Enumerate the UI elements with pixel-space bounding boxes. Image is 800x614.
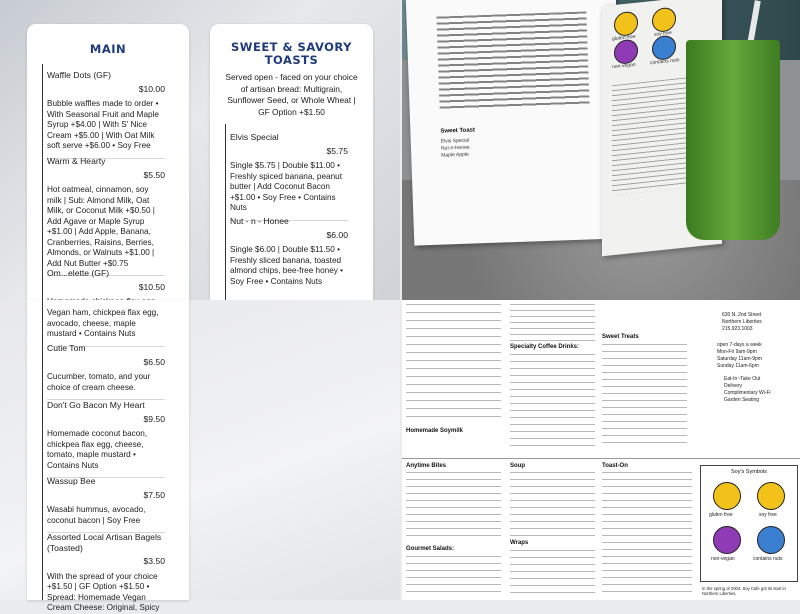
non-vegan-icon	[713, 526, 741, 554]
menu-item	[230, 216, 348, 287]
soy-free-icon	[757, 482, 785, 510]
printed-menu-heading: Anytime Bites	[406, 463, 447, 469]
stand-label: gluten free	[612, 33, 636, 43]
menu-item	[47, 476, 165, 533]
menu-item	[47, 532, 165, 614]
contains-nuts-icon	[757, 526, 785, 554]
menu-cards-panel	[0, 0, 400, 300]
photo-menu-line: Elvis Special	[440, 137, 470, 145]
menu-item-name: Wassup Bee	[47, 476, 96, 486]
divider	[42, 64, 43, 314]
toast-section-title: SWEET & SAVORY TOASTS	[231, 40, 352, 67]
stand-label: contains nuts	[650, 57, 680, 67]
menu-item-price: $6.50	[143, 356, 165, 367]
gluten-free-icon	[713, 482, 741, 510]
main-section-card	[27, 300, 189, 612]
printed-menu-heading: Sweet Treats	[602, 334, 639, 340]
printed-menu-heading: Soup	[510, 463, 525, 469]
printed-text-block	[510, 354, 595, 449]
symbol-label: non-vegan	[711, 556, 735, 562]
menu-item-name: Don't Go Bacon My Heart	[47, 400, 145, 410]
printed-menu-heading: Wraps	[510, 540, 529, 546]
hours-line: Saturday 11am-9pm	[717, 356, 762, 362]
service-line: Garden Seating	[724, 397, 760, 403]
symbol-label: gluten free	[709, 512, 733, 518]
menu-item-description: With the spread of your choice +$1.50 | GF Option +$1.50 • Spread: Homemade Vegan Cream Cheese: Original, Spicy	[47, 571, 160, 612]
printed-text-block	[510, 550, 595, 598]
divider	[42, 300, 43, 600]
menu-item-tail	[47, 308, 165, 347]
symbol-label: soy free	[759, 512, 777, 518]
menu-item	[47, 343, 165, 400]
menu-item-name: Warm & Hearty	[47, 156, 106, 166]
menu-item	[230, 132, 348, 221]
menu-item-description: Hot oatmeal, cinnamon, soy milk | Sub: Almond Milk, Oat Milk, or Coconut Milk +$0.50 | Add Agave or Maple Syrup +$1.00 | Add Apple, Banana, Cranberries, Raisins, Berries, Almonds, or Walnuts +$1.00 | Add Nut Butter +$0.75	[47, 185, 155, 268]
menu-item-description: Single $6.00 | Double $11.50 • Freshly sliced banana, toasted almond chips, bee-free honey • Soy Free • Contains Nuts	[230, 245, 344, 286]
main-section-card	[27, 24, 189, 314]
menu-item-price: $9.50	[143, 413, 165, 424]
toast-section-card	[210, 24, 373, 314]
menu-item-name: Assorted Local Artisan Bagels (Toasted)	[47, 532, 162, 553]
menu-item-price: $7.50	[143, 489, 165, 500]
cafe-photo	[402, 0, 800, 300]
menu-item-name: Cutie Tom	[47, 343, 86, 353]
service-line: Eat-In~Take Out	[724, 376, 761, 382]
soy-free-icon	[652, 7, 676, 34]
menu-item	[47, 400, 165, 478]
menu-item-price: $5.75	[326, 145, 348, 156]
divider	[402, 458, 800, 459]
photo-menu-text-block	[436, 11, 589, 111]
menu-item-description: Bubble waffles made to order • With Seasonal Fruit and Maple Syrup +$4.00 | With S' Nice Cream +$5.00 | With Oat Milk soft serve +$6.00 • Soy Free	[47, 99, 159, 150]
menu-item-price: $3.50	[143, 556, 165, 566]
menu-item-description: Homemade coconut bacon, chickpea flax egg, cheese, tomato, maple mustard • Contains Nuts	[47, 429, 148, 470]
printed-menu-top	[402, 300, 800, 455]
menu-item-name: Om...elette (GF)	[47, 268, 110, 278]
printed-text-block	[406, 472, 501, 542]
stand-label: non-vegan	[612, 61, 636, 71]
photo-menu-heading: Sweet Toast	[440, 127, 476, 135]
address-line: 630 N. 2nd Street	[722, 312, 762, 318]
printed-menu-heading: Homemade Soymilk	[406, 428, 464, 434]
printed-footer: In the spring of 2004, Soy Cafe got its start in Northern Liberties.	[702, 586, 786, 596]
printed-menu	[402, 300, 800, 600]
photo-paper-menu	[406, 0, 625, 246]
menu-item-description: Wasabi hummus, avocado, coconut bacon | Soy Free	[47, 505, 146, 525]
menu-item-description: Single $5.75 | Double $11.00 • Freshly spiced banana, peanut butter | Add Coconut Bacon +$1.00 • Soy Free • Contains Nuts	[230, 161, 342, 212]
printed-text-block	[602, 344, 687, 449]
symbols-title: Soy's Symbols	[731, 469, 767, 475]
printed-text-block	[406, 556, 501, 598]
service-line: Complimentary Wi-Fi	[724, 390, 771, 396]
stand-label: soy free	[654, 29, 672, 38]
menu-item-price: $6.00	[326, 229, 348, 240]
address-line: 215.923.1003	[722, 326, 753, 332]
menu-item-description: Cucumber, tomato, and your choice of cream cheese.	[47, 372, 151, 392]
main-section-title: MAIN	[89, 42, 127, 56]
printed-menu-heading: Gourmet Salads:	[406, 546, 455, 552]
printed-menu-heading: Specialty Coffee Drinks:	[510, 344, 580, 350]
menu-item-name: Waffle Dots (GF)	[47, 70, 111, 80]
symbol-label: contains nuts	[753, 556, 783, 562]
menu-item	[47, 70, 165, 159]
divider	[225, 124, 226, 314]
menu-item-name: Nut - n - Honee	[230, 216, 289, 226]
service-line: Delivery	[724, 383, 743, 389]
photo-menu-line: Nut-n-Honee	[440, 144, 470, 152]
menu-item-price: $10.50	[138, 281, 165, 292]
hours-line: Sunday 11am-6pm	[717, 363, 759, 369]
menu-item-price: $10.00	[138, 83, 165, 94]
toast-intro: Served open - faced on your choice of artisan bread: Multigrain, Sunflower Seed, or Whole Wheat | GF Option +$1.50	[225, 72, 358, 117]
address-line: Northern Liberties	[722, 319, 762, 325]
printed-menu-heading: Toast-On	[602, 463, 628, 469]
menu-item-price: $5.50	[143, 169, 165, 180]
printed-text-block	[602, 472, 692, 598]
menu-item-description: Vegan ham, chickpea flax egg, avocado, cheese, maple mustard • Contains Nuts	[47, 308, 159, 338]
menu-item	[47, 156, 165, 276]
hours-line: open 7-days a week	[717, 342, 762, 348]
printed-text-block	[510, 304, 595, 342]
green-juice-glass	[686, 40, 780, 240]
printed-text-block	[406, 304, 501, 424]
hours-line: Mon-Fri 9am-9pm	[717, 349, 757, 355]
photo-menu-line: Maple Apple	[441, 151, 469, 159]
symbols-legend-box	[700, 465, 798, 582]
printed-text-block	[510, 472, 595, 536]
menu-item-name: Elvis Special	[230, 132, 279, 142]
menu-continued-panel	[0, 300, 400, 612]
